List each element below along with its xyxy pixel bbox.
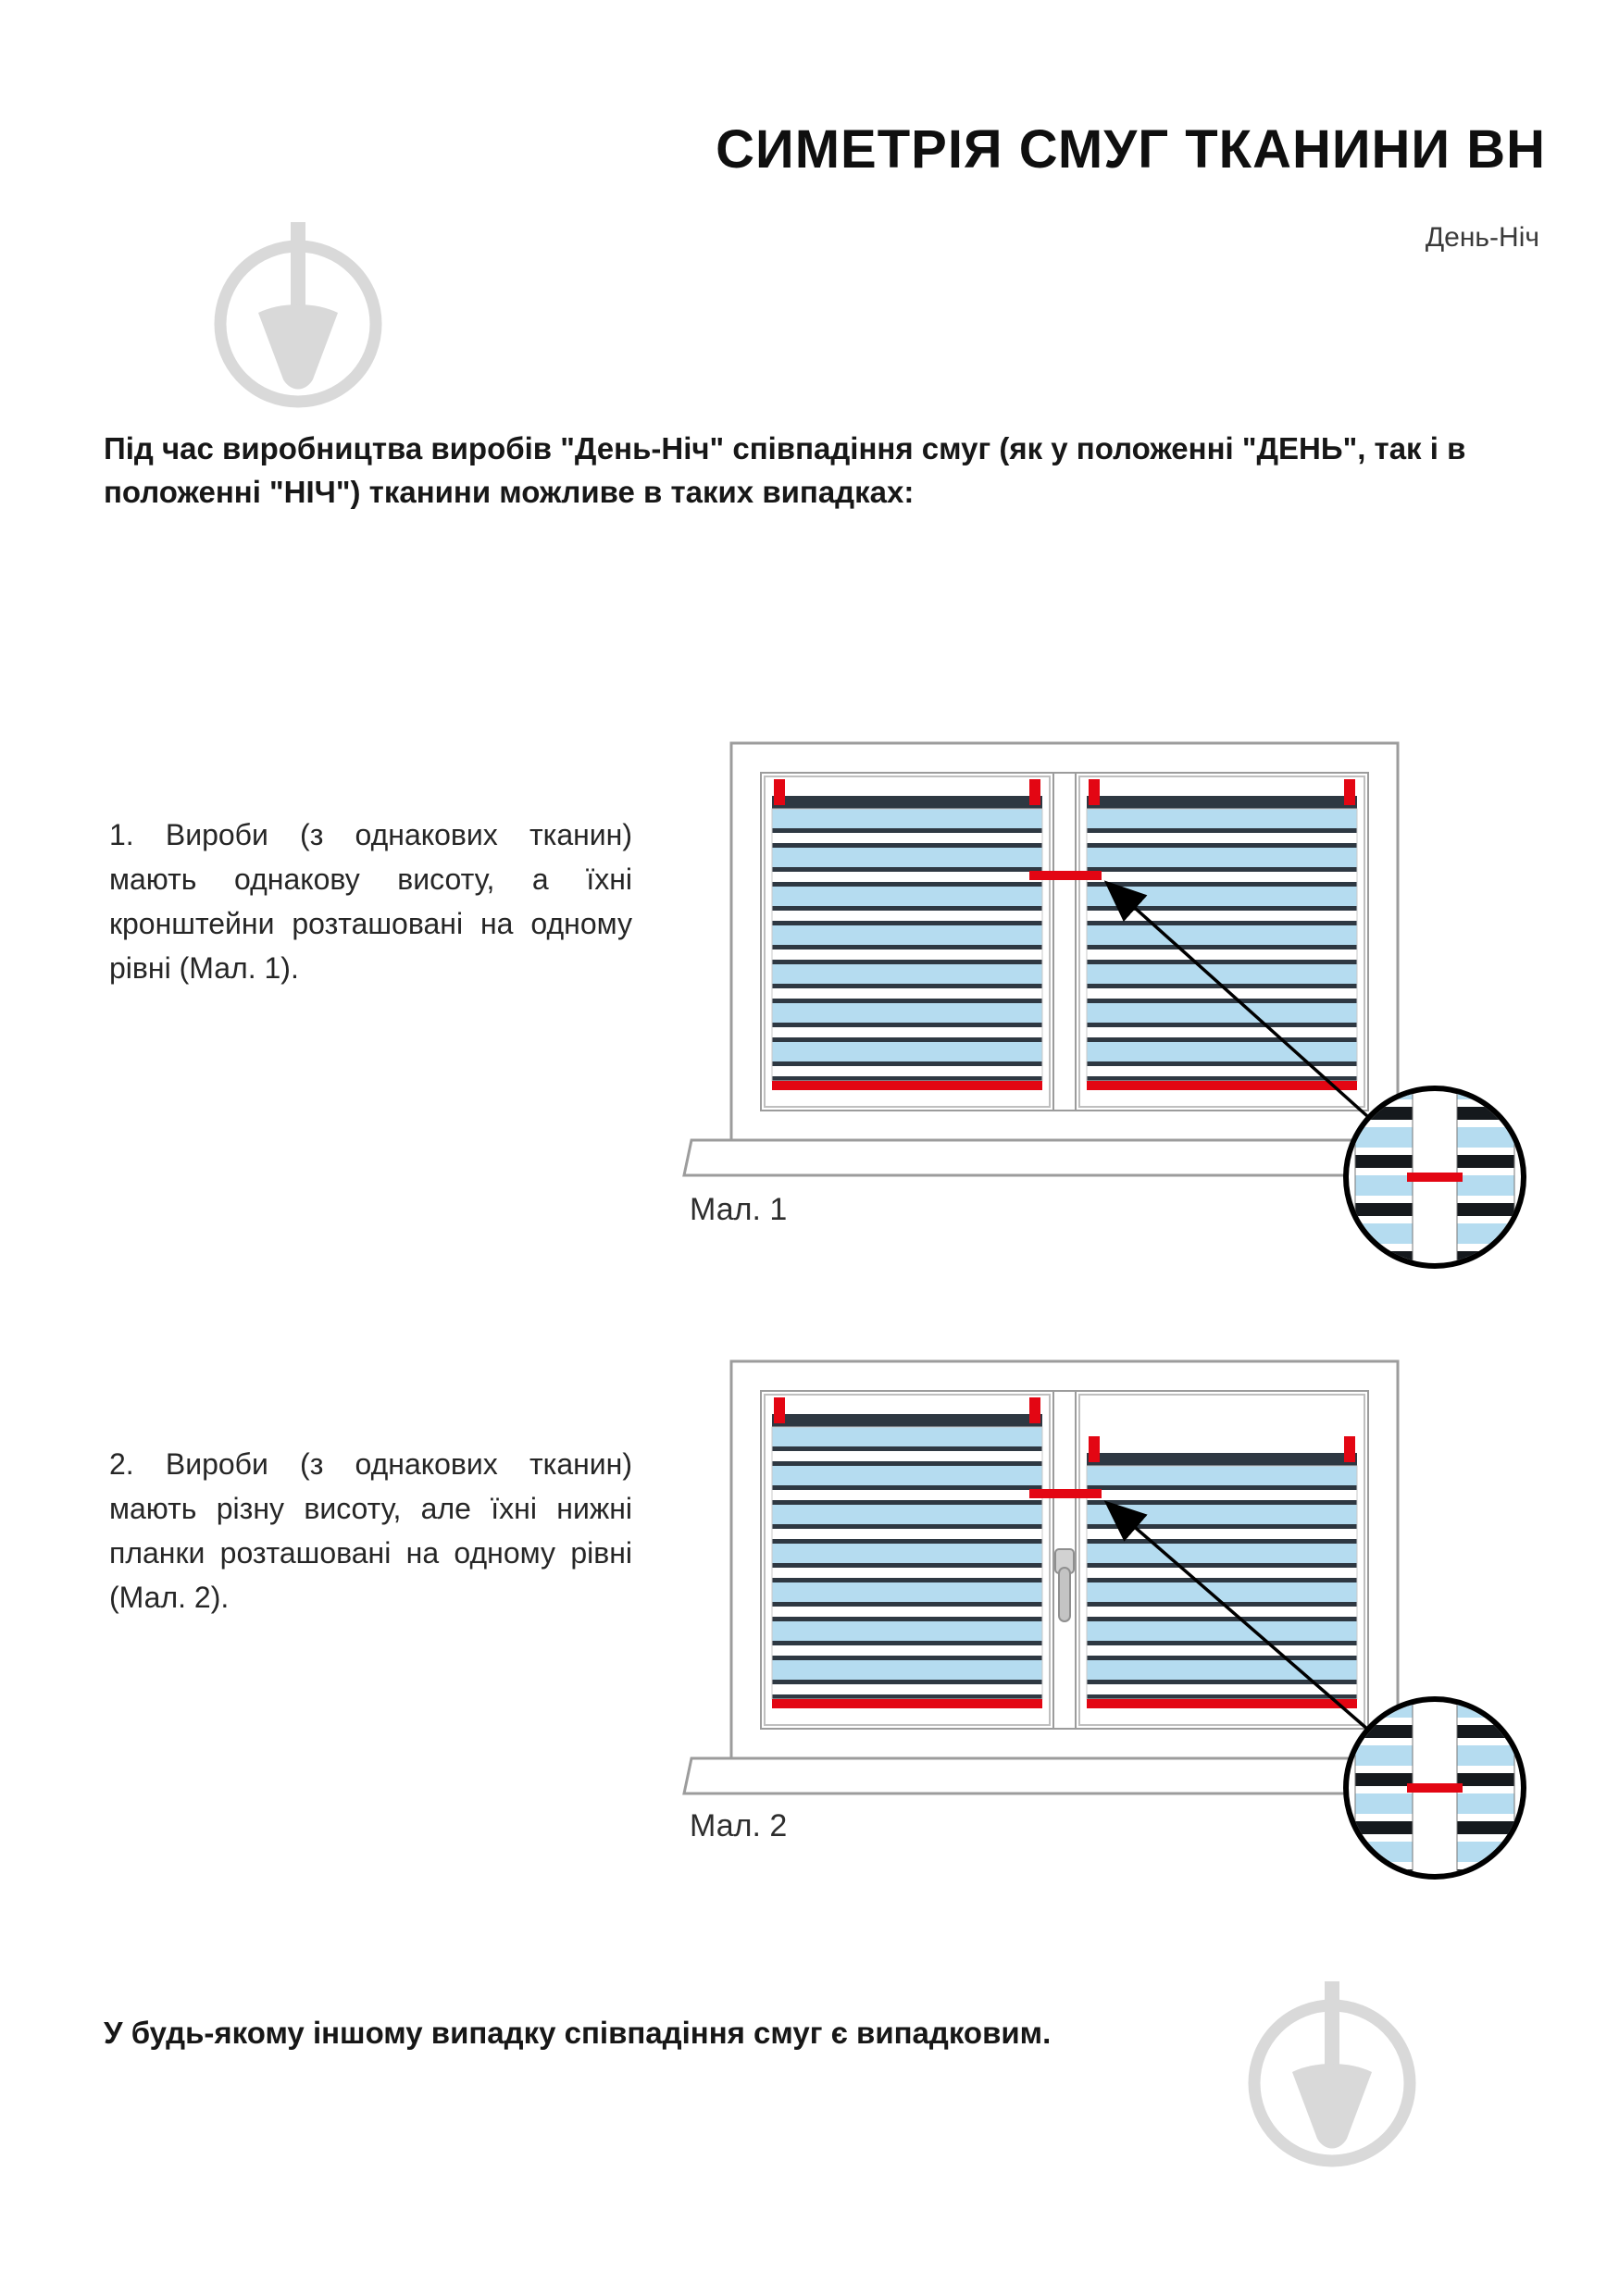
bracket-icon (1344, 1436, 1355, 1462)
blind-fabric (1087, 1466, 1357, 1699)
blind-right-shorter (1087, 1436, 1357, 1708)
bracket-icon (1089, 779, 1100, 805)
blind-bottom-bar (1087, 1699, 1357, 1708)
plumb-logo-icon (203, 220, 393, 416)
window-handle (1055, 1549, 1074, 1621)
blind-left (772, 1397, 1042, 1708)
blind-right (1087, 779, 1357, 1090)
window-sill (684, 1140, 1420, 1175)
figure-1-caption: Мал. 1 (690, 1192, 788, 1227)
window-mullion (1053, 773, 1076, 1111)
blind-fabric (1087, 809, 1357, 1081)
blind-fabric (772, 1427, 1042, 1699)
window-sill (684, 1758, 1420, 1793)
blind-bottom-bar (1087, 1081, 1357, 1090)
zoom-alignment-mark (1407, 1173, 1463, 1182)
blind-top-bar (772, 796, 1042, 809)
stripe-alignment-mark (1029, 1489, 1102, 1498)
blind-top-bar (1087, 1453, 1357, 1466)
zoom-alignment-mark (1407, 1783, 1463, 1793)
brand-watermark-top (203, 220, 393, 416)
bracket-icon (1344, 779, 1355, 805)
brand-watermark-bottom (1237, 1980, 1427, 2176)
blind-fabric (772, 809, 1042, 1081)
blind-bottom-bar (772, 1081, 1042, 1090)
page-subtitle: День-Ніч (1425, 222, 1539, 253)
blind-top-bar (1087, 796, 1357, 809)
figure-2-window-illustration (666, 1340, 1555, 1895)
bracket-icon (1029, 1397, 1040, 1423)
blind-top-bar (772, 1414, 1042, 1427)
figure-1-window-illustration (666, 722, 1555, 1277)
plumb-logo-icon (1237, 1980, 1427, 2176)
case-1-text: 1. Вироби (з однакових тканин) мають однакову висоту, а їхні кронштейни розташовані на одному рівні (Мал. 1). (109, 818, 632, 985)
bracket-icon (1029, 779, 1040, 805)
zoom-callout (1346, 1088, 1524, 1266)
bracket-icon (774, 779, 785, 805)
page-title: СИМЕТРІЯ СМУГ ТКАНИНИ ВН (716, 119, 1546, 180)
bracket-icon (1089, 1436, 1100, 1462)
conclusion-text: У будь-якому іншому випадку співпадіння смуг є випадковим. (104, 2016, 1052, 2050)
figure-2-caption: Мал. 2 (690, 1808, 788, 1843)
zoom-callout (1346, 1699, 1524, 1877)
case-2-text: 2. Вироби (з однакових тканин) мають різну висоту, але їхні нижні планки розташовані на одному рівні (Мал. 2). (109, 1447, 632, 1614)
bracket-icon (774, 1397, 785, 1423)
blind-left (772, 779, 1042, 1090)
stripe-alignment-mark (1029, 871, 1102, 880)
intro-paragraph: Під час виробництва виробів "День-Ніч" співпадіння смуг (як у положенні "ДЕНЬ", так і в положенні "НІЧ") тканини можливе в таких випадках: (104, 431, 1466, 509)
blind-bottom-bar (772, 1699, 1042, 1708)
